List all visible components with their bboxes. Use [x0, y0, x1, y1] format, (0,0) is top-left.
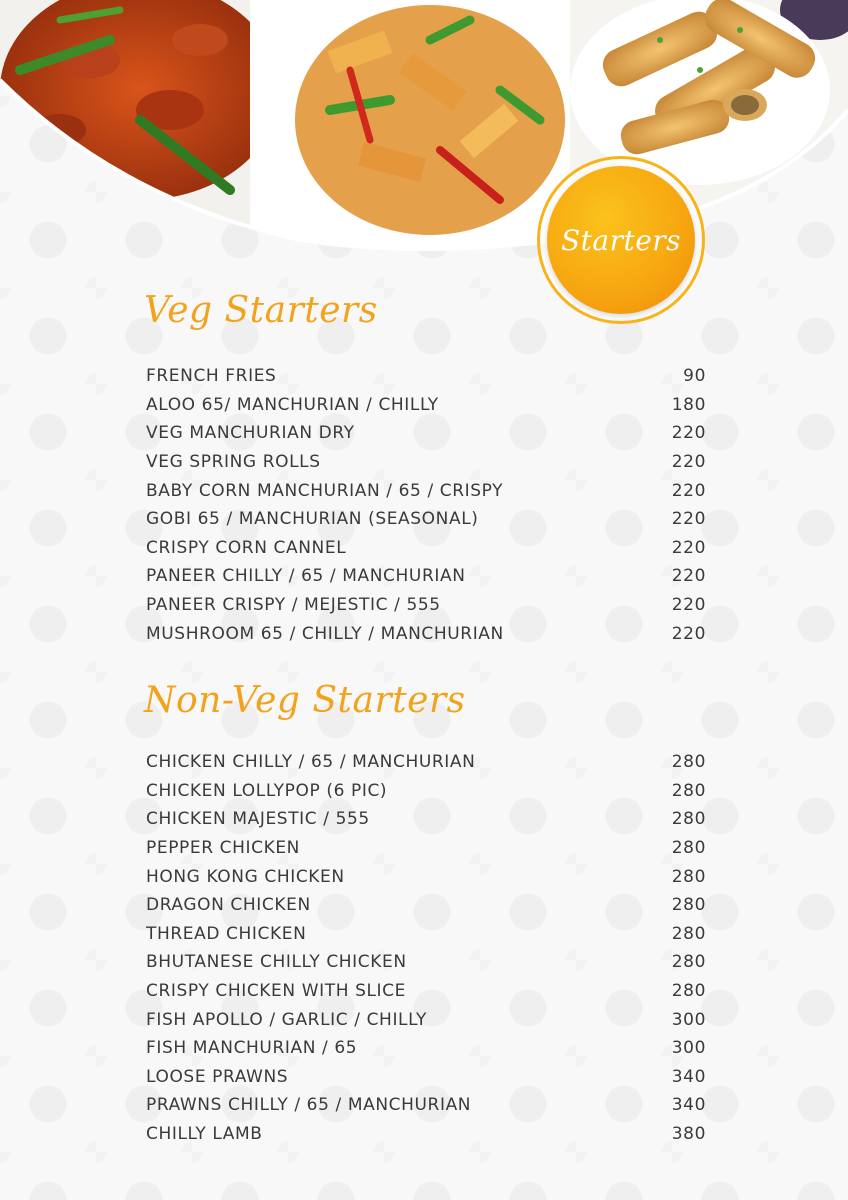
- item-name: FRENCH FRIES: [146, 366, 277, 387]
- item-name: CRISPY CHICKEN WITH SLICE: [146, 981, 406, 1002]
- veg-starters-title: Veg Starters: [144, 290, 378, 331]
- item-price: 220: [671, 566, 706, 587]
- item-price: 280: [671, 752, 706, 773]
- item-price: 300: [671, 1009, 706, 1030]
- item-price: 280: [671, 923, 706, 944]
- item-name: FISH APOLLO / GARLIC / CHILLY: [146, 1009, 427, 1030]
- item-price: 280: [671, 981, 706, 1002]
- item-name: PEPPER CHICKEN: [146, 838, 300, 859]
- menu-item: [146, 476, 706, 505]
- item-name: BABY CORN MANCHURIAN / 65 / CRISPY: [146, 480, 504, 501]
- menu-item: [146, 1091, 706, 1120]
- item-price: 280: [671, 895, 706, 916]
- chilli-paneer-photo: [250, 0, 580, 270]
- item-price: 380: [671, 1124, 706, 1145]
- item-price: 300: [671, 1038, 706, 1059]
- menu-item: [146, 777, 706, 806]
- menu-item: [146, 562, 706, 591]
- item-price: 340: [671, 1066, 706, 1087]
- menu-item: [146, 619, 706, 648]
- menu-item: [146, 1120, 706, 1149]
- item-price: 280: [671, 780, 706, 801]
- item-price: 220: [671, 452, 706, 473]
- menu-item: [146, 977, 706, 1006]
- item-price: 280: [671, 952, 706, 973]
- item-name: CHILLY LAMB: [146, 1124, 263, 1145]
- menu-item: [146, 748, 706, 777]
- menu-item: [146, 862, 706, 891]
- item-name: THREAD CHICKEN: [146, 923, 307, 944]
- item-name: DRAGON CHICKEN: [146, 895, 311, 916]
- starters-badge: [537, 156, 705, 324]
- item-name: CRISPY CORN CANNEL: [146, 537, 347, 558]
- menu-item: [146, 1034, 706, 1063]
- menu-item: [146, 505, 706, 534]
- menu-item: [146, 891, 706, 920]
- menu-item: [146, 534, 706, 563]
- item-name: PANEER CHILLY / 65 / MANCHURIAN: [146, 566, 466, 587]
- menu-item: [146, 419, 706, 448]
- item-price: 220: [671, 537, 706, 558]
- menu-item: [146, 391, 706, 420]
- food-photo-strip: [0, 0, 848, 300]
- menu-item: [146, 448, 706, 477]
- menu-item: [146, 920, 706, 949]
- item-name: HONG KONG CHICKEN: [146, 866, 345, 887]
- item-price: 90: [683, 366, 706, 387]
- item-price: 220: [671, 623, 706, 644]
- menu-item: [146, 948, 706, 977]
- item-name: PANEER CRISPY / MEJESTIC / 555: [146, 595, 441, 616]
- item-price: 220: [671, 509, 706, 530]
- item-name: VEG MANCHURIAN DRY: [146, 423, 355, 444]
- menu-item: [146, 1005, 706, 1034]
- starters-badge-label: Starters: [560, 223, 682, 257]
- nonveg-starters-title: Non-Veg Starters: [144, 680, 466, 721]
- item-name: VEG SPRING ROLLS: [146, 452, 321, 473]
- starters-badge-circle: [547, 166, 695, 314]
- item-name: CHICKEN CHILLY / 65 / MANCHURIAN: [146, 752, 476, 773]
- menu-item: [146, 362, 706, 391]
- nonveg-starters-list: [146, 748, 706, 1148]
- item-price: 340: [671, 1095, 706, 1116]
- item-name: CHICKEN MAJESTIC / 555: [146, 809, 370, 830]
- veg-starters-list: [146, 362, 706, 648]
- menu-item: [146, 834, 706, 863]
- menu-item: [146, 805, 706, 834]
- item-name: FISH MANCHURIAN / 65: [146, 1038, 358, 1059]
- item-price: 180: [671, 394, 706, 415]
- food-photos-illustration: [0, 0, 848, 300]
- menu-item: [146, 1063, 706, 1092]
- item-price: 280: [671, 838, 706, 859]
- item-price: 220: [671, 423, 706, 444]
- item-name: PRAWNS CHILLY / 65 / MANCHURIAN: [146, 1095, 472, 1116]
- item-name: CHICKEN LOLLYPOP (6 PIC): [146, 780, 388, 801]
- item-name: LOOSE PRAWNS: [146, 1066, 289, 1087]
- item-price: 220: [671, 595, 706, 616]
- item-price: 280: [671, 866, 706, 887]
- item-price: 220: [671, 480, 706, 501]
- item-price: 280: [671, 809, 706, 830]
- item-name: GOBI 65 / MANCHURIAN (SEASONAL): [146, 509, 479, 530]
- menu-item: [146, 591, 706, 620]
- item-name: MUSHROOM 65 / CHILLY / MANCHURIAN: [146, 623, 504, 644]
- item-name: BHUTANESE CHILLY CHICKEN: [146, 952, 407, 973]
- item-name: ALOO 65/ MANCHURIAN / CHILLY: [146, 394, 439, 415]
